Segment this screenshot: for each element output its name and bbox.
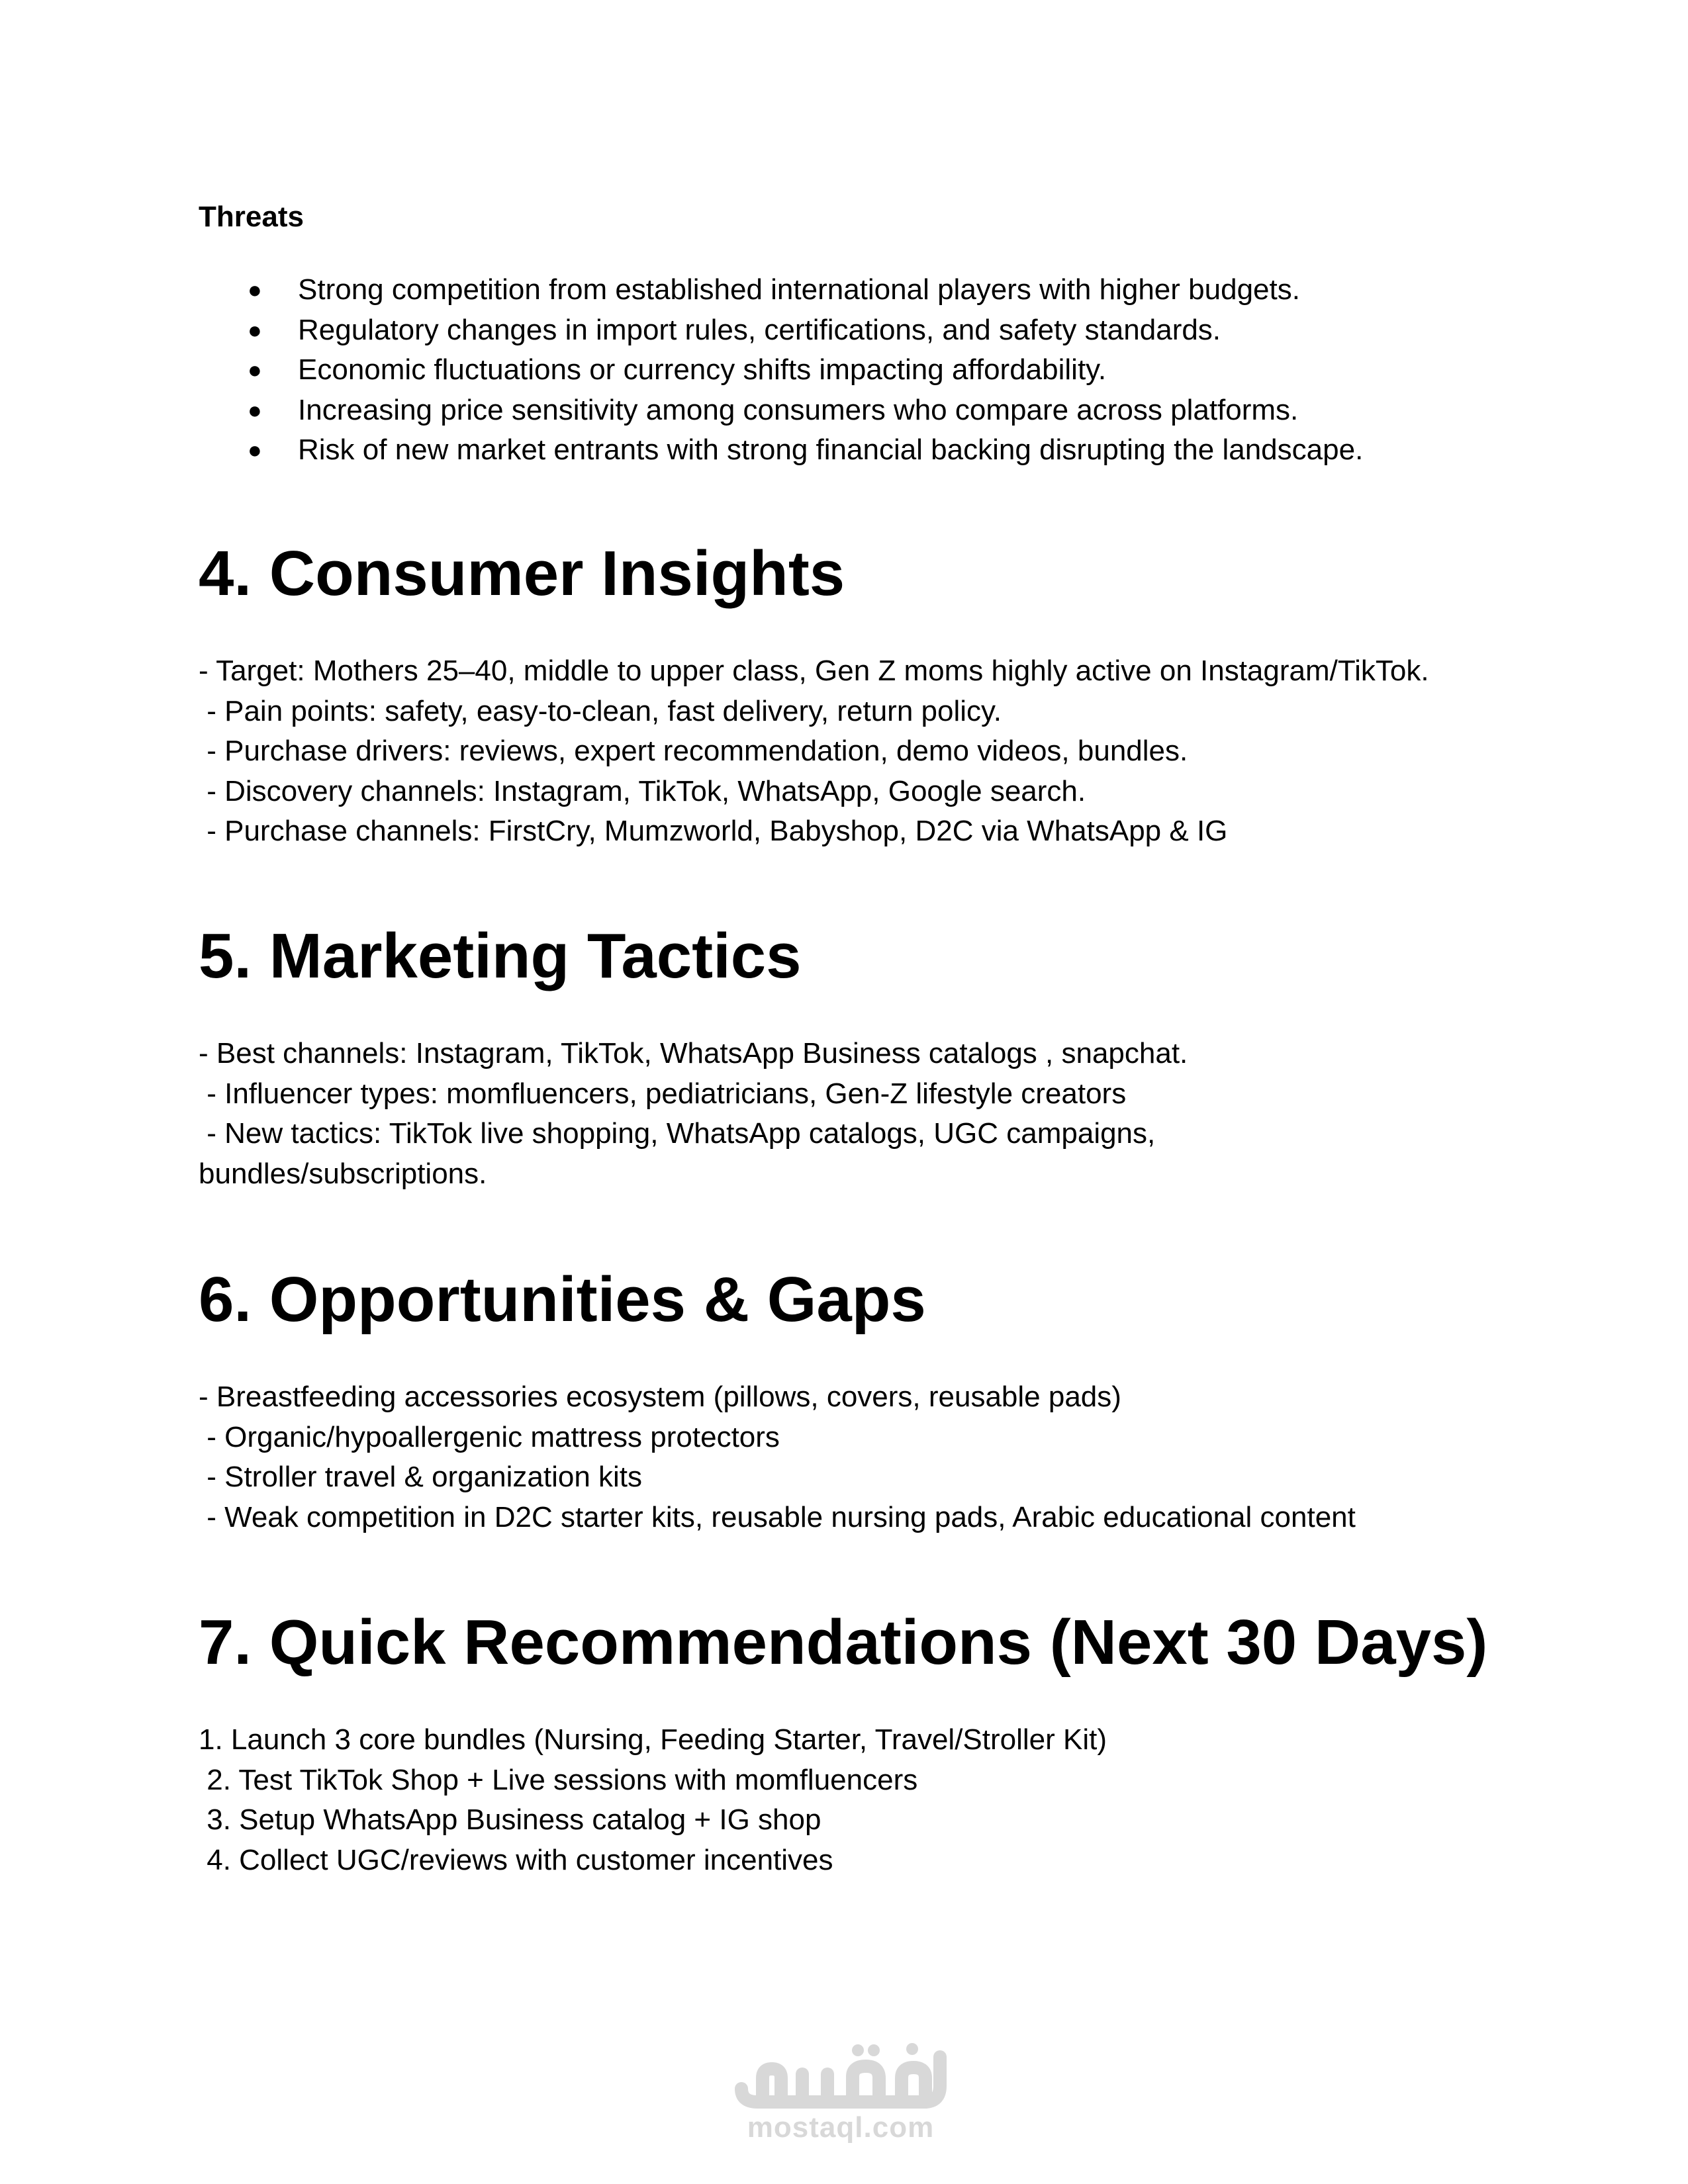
list-item-text: Economic fluctuations or currency shifts impacting affordability.: [298, 353, 1107, 386]
recommendations-heading: 7. Quick Recommendations (Next 30 Days): [199, 1607, 1488, 1678]
marketing-tactics-heading: 5. Marketing Tactics: [199, 921, 802, 991]
watermark-url: mostaql.com: [747, 2111, 935, 2144]
text-line: 1. Launch 3 core bundles (Nursing, Feeding Starter, Travel/Stroller Kit): [199, 1723, 1107, 1756]
text-line: - Discovery channels: Instagram, TikTok, WhatsApp, Google search.: [199, 774, 1086, 807]
threats-title: Threats: [199, 201, 304, 233]
list-item-text: Strong competition from established international players with higher budgets.: [298, 273, 1300, 306]
mostaql-watermark: [722, 2037, 960, 2144]
text-line: - Pain points: safety, easy-to-clean, fast delivery, return policy.: [199, 694, 1002, 727]
bullet-icon: ●: [248, 316, 262, 343]
text-line: - Influencer types: momfluencers, pediatricians, Gen-Z lifestyle creators: [199, 1077, 1127, 1110]
opportunities-text: [199, 1377, 1356, 1537]
text-line: - Purchase channels: FirstCry, Mumzworld, Babyshop, D2C via WhatsApp & IG: [199, 815, 1228, 847]
mostaql-logo-icon: [728, 2037, 953, 2116]
text-line: - Organic/hypoallergenic mattress protectors: [199, 1420, 780, 1453]
text-line: - Weak competition in D2C starter kits, reusable nursing pads, Arabic educational content: [199, 1500, 1356, 1533]
text-line: 3. Setup WhatsApp Business catalog + IG shop: [199, 1803, 821, 1836]
text-line: 2. Test TikTok Shop + Live sessions with momfluencers: [199, 1763, 918, 1796]
text-line: - Stroller travel & organization kits: [199, 1461, 643, 1493]
bullet-icon: ●: [248, 276, 262, 303]
bullet-icon: ●: [248, 356, 262, 383]
marketing-tactics-text: [199, 1034, 1188, 1194]
text-line: 4. Collect UGC/reviews with customer incentives: [199, 1843, 833, 1876]
list-item-text: Increasing price sensitivity among consumers who compare across platforms.: [298, 393, 1299, 426]
text-line: - Target: Mothers 25–40, middle to upper class, Gen Z moms highly active on Instagram/TikTok.: [199, 655, 1429, 687]
bullet-icon: ●: [248, 396, 262, 424]
consumer-insights-text: [199, 651, 1429, 852]
list-item-text: Risk of new market entrants with strong financial backing disrupting the landscape.: [298, 433, 1364, 466]
text-line: - New tactics: TikTok live shopping, WhatsApp catalogs, UGC campaigns,: [199, 1117, 1156, 1150]
consumer-insights-heading: 4. Consumer Insights: [199, 538, 845, 609]
bullet-icon: ●: [248, 436, 262, 463]
text-line: bundles/subscriptions.: [199, 1157, 487, 1190]
opportunities-heading: 6. Opportunities & Gaps: [199, 1264, 926, 1335]
text-line: - Purchase drivers: reviews, expert recommendation, demo videos, bundles.: [199, 735, 1188, 767]
recommendations-text: [199, 1720, 1107, 1880]
list-item-text: Regulatory changes in import rules, certifications, and safety standards.: [298, 313, 1221, 346]
text-line: - Best channels: Instagram, TikTok, WhatsApp Business catalogs , snapchat.: [199, 1037, 1188, 1069]
text-line: - Breastfeeding accessories ecosystem (pillows, covers, reusable pads): [199, 1381, 1121, 1413]
